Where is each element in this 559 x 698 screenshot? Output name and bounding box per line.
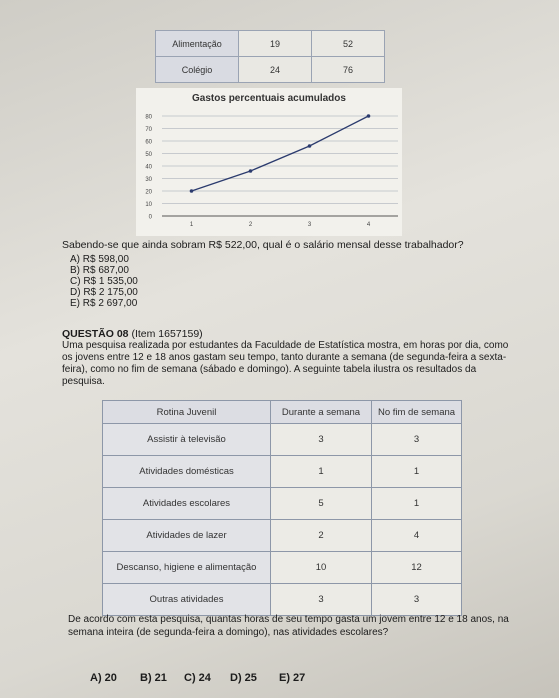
q7-option-b: B) R$ 687,00 [70,265,129,276]
y-tick-label: 10 [145,202,152,208]
chart-panel [136,88,402,236]
y-tick-label: 80 [145,114,152,121]
q8-ask-line: De acordo com esta pesquisa, quantas horas de seu tempo gasta um jovem entre 12 e 18 anos, na [68,614,509,625]
week-cell: 10 [271,552,372,584]
q8-line: os jovens entre 12 e 18 anos gastam seu tempo, tanto durante a semana (de segunda-feira a sexta- [62,352,507,363]
q8-line: Uma pesquisa realizada por estudantes da Faculdade de Estatística mostra, em horas por dia, como [62,340,509,351]
q8-line: feira), como no fim de semana (sábado e domingo). A seguinte tabela ilustra os resultados da [62,364,477,375]
chart-title: Gastos percentuais acumulados [192,93,346,104]
q7-option-e: E) R$ 2 697,00 [70,298,138,309]
y-tick-label: 20 [145,189,152,196]
weekend-cell: 12 [372,552,462,584]
q8-line: pesquisa. [62,376,105,387]
q7-stem: Sabendo-se que ainda sobram R$ 522,00, qual é o salário mensal desse trabalhador? [62,239,464,251]
weekend-cell: 4 [372,520,462,552]
x-tick-label: 1 [189,222,194,228]
answer-option-e[interactable]: E) 27 [279,672,306,684]
column-header: No fim de semana [372,401,462,424]
cell-value: 76 [312,57,385,83]
column-header: Rotina Juvenil [103,401,271,424]
data-point [249,169,253,173]
y-tick-label: 70 [145,127,152,133]
week-cell: 1 [271,456,372,488]
y-tick-label: 60 [145,139,152,146]
week-cell: 3 [271,584,372,616]
answer-option-a[interactable]: A) 20 [90,672,117,684]
activity-cell: Assistir à televisão [103,424,271,456]
weekend-cell: 1 [372,488,462,520]
column-header: Durante a semana [271,401,372,424]
q7-option-d: D) R$ 2 175,00 [70,287,138,298]
table-row [103,552,462,584]
table-row [103,424,462,456]
table-row [156,31,385,57]
routine-table [102,400,462,616]
weekend-cell: 3 [372,424,462,456]
q8-heading [62,328,203,340]
answer-option-d[interactable]: D) 25 [230,672,257,684]
cell-value: 52 [312,31,385,57]
line-chart [136,88,402,236]
q7-option-c: C) R$ 1 535,00 [70,276,138,287]
table-row [103,520,462,552]
week-cell: 2 [271,520,372,552]
row-label: Alimentação [156,31,239,57]
weekend-cell: 3 [372,584,462,616]
row-label: Colégio [156,57,239,83]
data-point [367,114,371,118]
activity-cell: Outras atividades [103,584,271,616]
x-tick-label: 4 [366,222,371,228]
cell-value: 24 [239,57,312,83]
activity-cell: Atividades de lazer [103,520,271,552]
weekend-cell: 1 [372,456,462,488]
y-tick-label: 30 [145,177,152,183]
cell-value: 19 [239,31,312,57]
answer-option-c[interactable]: C) 24 [184,672,211,684]
x-tick-label: 3 [307,222,312,228]
activity-cell: Atividades domésticas [103,456,271,488]
table-row [103,488,462,520]
table-header-row [103,401,462,424]
table-row [156,57,385,83]
q7-option-a: A) R$ 598,00 [70,254,129,265]
q8-title: QUESTÃO 08 [62,328,129,340]
week-cell: 3 [271,424,372,456]
answer-option-b[interactable]: B) 21 [140,672,167,684]
data-point [308,144,312,148]
y-tick-label: 0 [148,214,152,221]
week-cell: 5 [271,488,372,520]
y-tick-label: 50 [145,152,152,158]
y-tick-label: 40 [145,164,152,171]
activity-cell: Atividades escolares [103,488,271,520]
x-tick-label: 2 [248,222,253,228]
q8-ask-line: semana inteira (de segunda-feira a domingo), nas atividades escolares? [68,627,389,638]
q8-item: (Item 1657159) [131,328,203,340]
expenses-table [155,30,385,83]
table-row [103,584,462,616]
activity-cell: Descanso, higiene e alimentação [103,552,271,584]
table-row [103,456,462,488]
data-point [190,189,194,193]
